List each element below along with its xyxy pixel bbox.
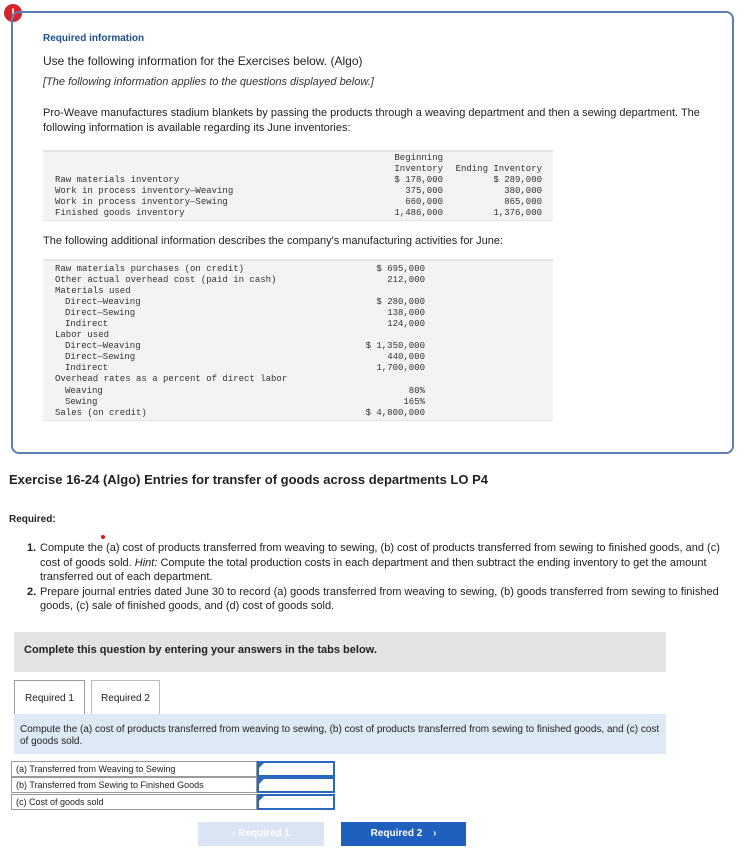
prev-button[interactable] <box>198 822 324 846</box>
row-label: (a) Transferred from Weaving to Sewing <box>11 761 257 777</box>
mat-sewing-value: 138,000 <box>387 308 425 318</box>
tab-required-1[interactable]: Required 1 <box>14 680 85 716</box>
instructions-bar <box>14 632 666 672</box>
lab-weaving-value: $ 1,350,000 <box>365 341 425 351</box>
sales-label: Sales (on credit) <box>55 408 147 418</box>
info-note: [The following information applies to the questions displayed below.] <box>43 76 374 88</box>
requirement-item <box>27 541 737 585</box>
tab-required-2[interactable]: Required 2 <box>91 680 160 716</box>
additional-paragraph: The following additional information describes the company's manufacturing activities for June: <box>43 235 504 247</box>
table-row-beginning: 375,000 <box>405 186 443 196</box>
exercise-title: Exercise 16-24 (Algo) Entries for transfer of goods across departments LO P4 <box>9 472 488 487</box>
table-row-label: Raw materials inventory <box>55 175 180 185</box>
row-label: (b) Transferred from Sewing to Finished Goods <box>11 777 257 793</box>
table-row-label: Work in process inventory—Sewing <box>55 197 228 207</box>
info-title: Required information <box>43 33 145 44</box>
raw-purchases-label: Raw materials purchases (on credit) <box>55 264 245 274</box>
header-beginning-line1: Beginning <box>394 153 443 163</box>
table-row <box>11 794 336 810</box>
prev-button-label: Required 1 <box>238 828 290 839</box>
overhead-rates-label: Overhead rates as a percent of direct labor <box>55 374 288 384</box>
lab-indirect-label: Indirect <box>65 363 109 373</box>
next-button[interactable] <box>341 822 466 846</box>
annotation-dot <box>101 535 105 539</box>
info-paragraph: Pro-Weave manufactures stadium blankets by passing the products through a weaving department and then a sewing department. The following information is available regarding its June inventories: <box>43 107 700 134</box>
requirement-text: Prepare journal entries dated June 30 to record (a) goods transferred from weaving to sewing, (b) goods transferred from sewing to finished goods, (c) sale of finished goods, and (d) cost of goods sold. <box>40 585 719 612</box>
requirement-number: 1. <box>27 542 37 554</box>
table-row-label: Work in process inventory—Weaving <box>55 186 234 196</box>
hint-text: Compute the total production costs in each department and then subtract the ending inventory to get the amount transferred out of each department. <box>40 556 707 583</box>
transferred-sewing-input[interactable] <box>257 777 335 793</box>
lab-indirect-value: 1,700,000 <box>376 363 425 373</box>
header-ending: Ending Inventory <box>455 164 542 174</box>
rate-weaving-label: Weaving <box>65 386 103 396</box>
labor-used-label: Labor used <box>55 330 110 340</box>
requirement-item <box>27 585 737 614</box>
hint-label: Hint: <box>134 556 158 569</box>
raw-purchases-value: $ 695,000 <box>376 264 425 274</box>
mat-indirect-label: Indirect <box>65 319 109 329</box>
required-label: Required: <box>9 514 56 525</box>
table-row-beginning: 660,000 <box>405 197 443 207</box>
table-row-ending: 380,000 <box>504 186 542 196</box>
table-row-beginning: $ 178,000 <box>394 175 443 185</box>
rate-sewing-label: Sewing <box>65 397 98 407</box>
rate-sewing-value: 165% <box>403 397 425 407</box>
instructions-text: Complete this question by entering your answers in the tabs below. <box>24 644 377 656</box>
alert-icon: ! <box>4 4 22 22</box>
other-overhead-label: Other actual overhead cost (paid in cash) <box>55 275 277 285</box>
requirements-list <box>27 541 737 614</box>
row-label: (c) Cost of goods sold <box>11 794 257 810</box>
transferred-weaving-input[interactable] <box>257 761 335 777</box>
table-row-ending: $ 289,000 <box>493 175 542 185</box>
rate-weaving-value: 80% <box>408 386 425 396</box>
sales-value: $ 4,800,000 <box>365 408 425 418</box>
mat-indirect-value: 124,000 <box>387 319 425 329</box>
chevron-left-icon: ‹ <box>232 828 236 839</box>
cogs-input[interactable] <box>257 794 335 810</box>
other-overhead-value: 212,000 <box>387 275 425 285</box>
lab-sewing-label: Direct—Sewing <box>65 352 136 362</box>
next-button-label: Required 2 <box>370 828 423 839</box>
tab-panel-description: Compute the (a) cost of products transferred from weaving to sewing, (b) cost of products transferred from sewing to finished goods, and (c) cost of goods sold. <box>14 714 666 754</box>
mat-weaving-label: Direct—Weaving <box>65 297 141 307</box>
lab-sewing-value: 440,000 <box>387 352 425 362</box>
header-beginning-line2: Inventory <box>394 164 443 174</box>
requirement-text: Compute the (a) cost of products transferred from weaving to sewing, (b) cost of products transferred from sewing to finished goods, and (c) cost of goods sold. <box>40 542 720 569</box>
table-row-ending: 865,000 <box>504 197 542 207</box>
inventory-table <box>43 150 553 221</box>
info-subtitle: Use the following information for the Exercises below. (Algo) <box>43 54 363 68</box>
table-row <box>11 761 336 777</box>
mat-sewing-label: Direct—Sewing <box>65 308 136 318</box>
table-row-ending: 1,376,000 <box>493 208 542 218</box>
table-row-beginning: 1,486,000 <box>394 208 443 218</box>
mat-weaving-value: $ 280,000 <box>376 297 425 307</box>
requirement-number: 2. <box>27 585 37 598</box>
chevron-right-icon: › <box>433 828 437 839</box>
lab-weaving-label: Direct—Weaving <box>65 341 141 351</box>
table-row-label: Finished goods inventory <box>55 208 185 218</box>
materials-used-label: Materials used <box>55 286 131 296</box>
activities-table <box>43 259 553 421</box>
table-row <box>11 777 336 793</box>
